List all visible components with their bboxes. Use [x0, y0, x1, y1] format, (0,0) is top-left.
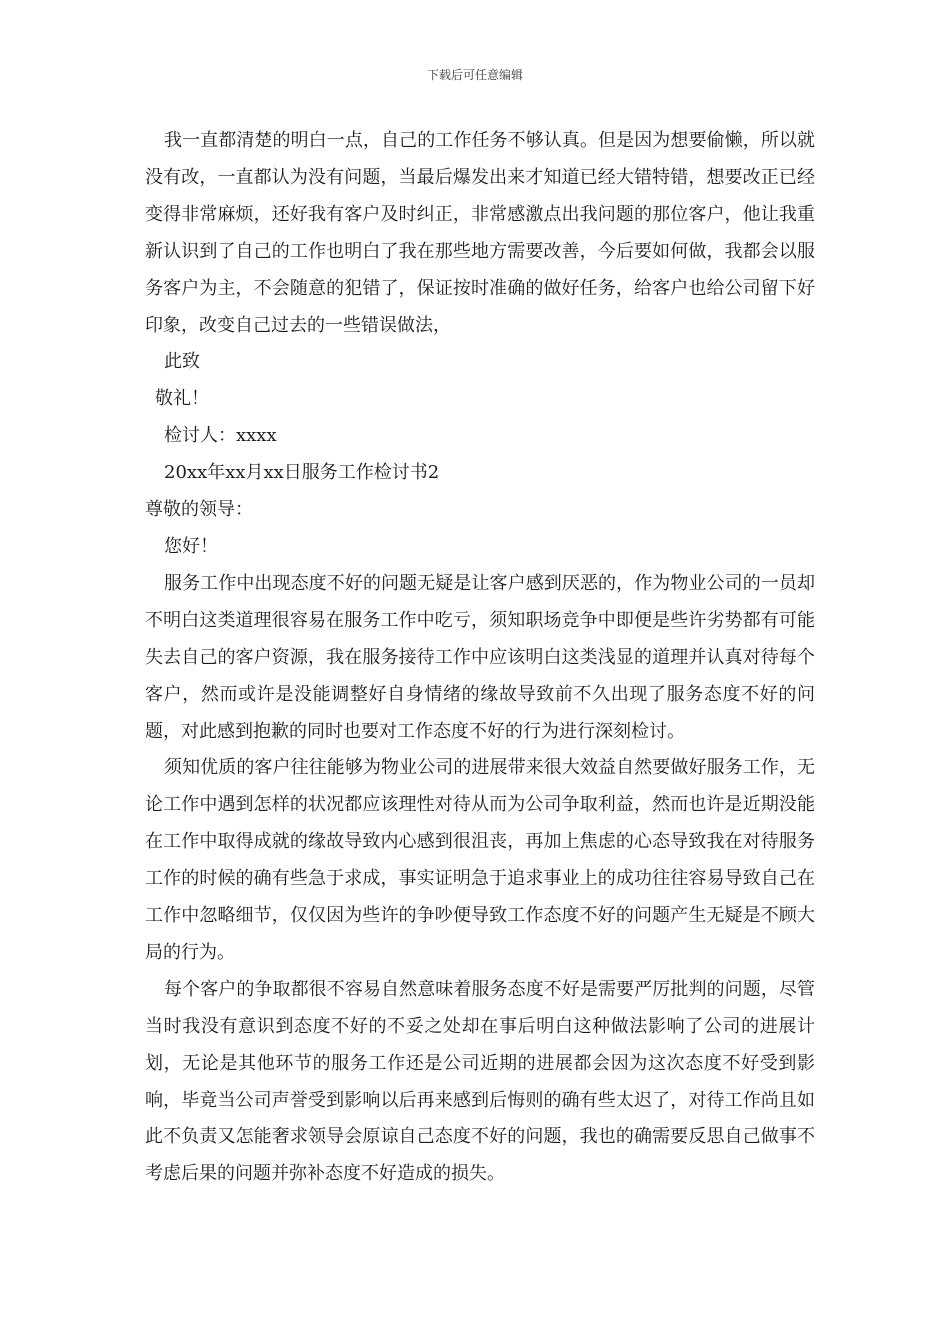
- paragraph-3: 须知优质的客户往往能够为物业公司的进展带来很大效益自然要做好服务工作，无论工作中遇到怎样的状况都应该理性对待从而为公司争取利益，然而也许是近期没能在工作中取得成就的缘故导致内心感到很沮丧，再加上焦虑的心态导致我在对待服务工作的时候的确有些急于求成，事实证明急于追求事业上的成功往往容易导致自己在工作中忽略细节，仅仅因为些许的争吵便导致工作态度不好的问题产生无疑是不顾大局的行为。: [145, 757, 815, 963]
- page-header-note: 下载后可任意编辑: [426, 68, 523, 82]
- date-title-line: 20xx年xx月xx日服务工作检讨书2: [164, 462, 440, 484]
- signer-line: 检讨人：xxxx: [164, 425, 277, 447]
- salutation-line: 尊敬的领导：: [145, 499, 253, 521]
- paragraph-4: 每个客户的争取都很不容易自然意味着服务态度不好是需要严厉批判的问题，尽管当时我没有意识到态度不好的不妥之处却在事后明白这种做法影响了公司的进展计划，无论是其他环节的服务工作还是公司近期的进展都会因为这次态度不好受到影响，毕竟当公司声誉受到影响以后再来感到后悔则的确有些太迟了，对待工作尚且如此不负责又怎能奢求领导会原谅自己态度不好的问题，我也的确需要反思自己做事不考虑后果的问题并弥补态度不好造成的损失。: [145, 978, 815, 1185]
- paragraph-1: 我一直都清楚的明白一点，自己的工作任务不够认真。但是因为想要偷懒，所以就没有改，一直都认为没有问题，当最后爆发出来才知道已经大错特错，想要改正已经变得非常麻烦，还好我有客户及时纠正，非常感激点出我问题的那位客户，他让我重新认识到了自己的工作也明白了我在那些地方需要改善，今后要如何做，我都会以服务客户为主，不会随意的犯错了，保证按时准确的做好任务，给客户也给公司留下好印象，改变自己过去的一些错误做法，: [145, 130, 815, 336]
- closing-line-1: 此致: [164, 351, 200, 373]
- document-body: [145, 123, 815, 1193]
- paragraph-2: 服务工作中出现态度不好的问题无疑是让客户感到厌恶的，作为物业公司的一员却不明白这类道理很容易在服务工作中吃亏，须知职场竞争中即便是些许劣势都有可能失去自己的客户资源，我在服务接待工作中应该明白这类浅显的道理并认真对待每个客户，然而或许是没能调整好自身情绪的缘故导致前不久出现了服务态度不好的问题，对此感到抱歉的同时也要对工作态度不好的行为进行深刻检讨。: [145, 572, 815, 742]
- closing-line-2: 敬礼！: [155, 388, 209, 410]
- greeting-line: 您好！: [164, 535, 218, 557]
